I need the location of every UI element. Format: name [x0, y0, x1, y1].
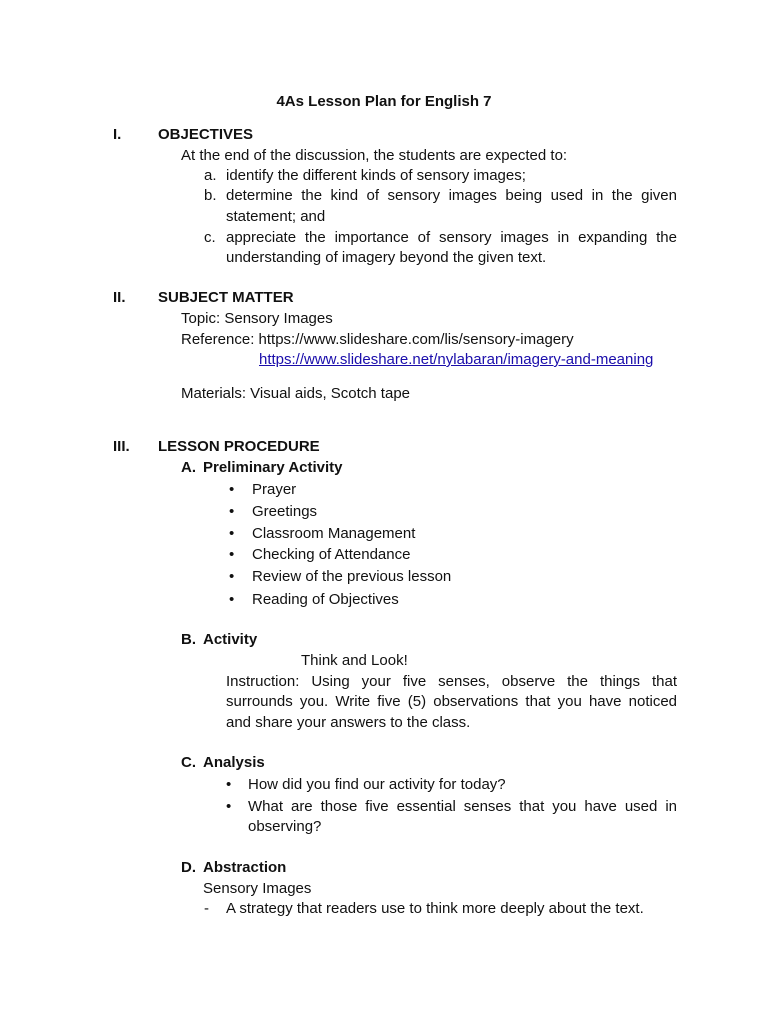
subsection-label-d: D. [181, 859, 196, 876]
subsection-heading-analysis: Analysis [203, 754, 265, 771]
analysis-question-1: How did you find our activity for today? [248, 776, 506, 793]
section-numeral-objectives: I. [113, 126, 122, 143]
objective-letter-c: c. [204, 229, 216, 246]
objective-b-line-2: statement; and [226, 208, 326, 225]
objectives-intro: At the end of the discussion, the students are expected to: [181, 147, 568, 164]
bullet-icon: • [229, 591, 235, 608]
analysis-question-2-line-2: observing? [248, 818, 322, 835]
objective-c-line-1: appreciate the importance of sensory images in expanding the [226, 229, 677, 246]
bullet-icon: • [229, 525, 235, 542]
analysis-question-2-line-1: What are those five essential senses that you have used in [248, 798, 677, 815]
subsection-heading-abstraction: Abstraction [203, 859, 287, 876]
objective-letter-a: a. [204, 167, 217, 184]
subsection-label-c: C. [181, 754, 196, 771]
list-item: Classroom Management [252, 525, 416, 542]
activity-instruction-line-3: and share your answers to the class. [226, 714, 471, 731]
topic-line: Topic: Sensory Images [181, 310, 333, 327]
bullet-icon: • [229, 503, 235, 520]
subsection-label-a: A. [181, 459, 196, 476]
section-heading-subject-matter: SUBJECT MATTER [158, 289, 294, 306]
reference-link[interactable]: https://www.slideshare.net/nylabaran/imagery-and-meaning [259, 351, 654, 368]
dash-icon: - [204, 900, 209, 917]
list-item: Review of the previous lesson [252, 568, 452, 585]
bullet-icon: • [226, 798, 232, 815]
activity-subtitle: Think and Look! [301, 652, 408, 669]
objective-c-line-2: understanding of imagery beyond the given text. [226, 249, 547, 266]
list-item: Reading of Objectives [252, 591, 399, 608]
list-item: Prayer [252, 481, 297, 498]
subsection-heading-preliminary: Preliminary Activity [203, 459, 343, 476]
reference-line: Reference: https://www.slideshare.com/lis/sensory-imagery [181, 331, 574, 348]
activity-instruction-line-2: surrounds you. Write five (5) observations that you have noticed [226, 693, 677, 710]
subsection-label-b: B. [181, 631, 196, 648]
materials-line: Materials: Visual aids, Scotch tape [181, 385, 411, 402]
list-item: Checking of Attendance [252, 546, 411, 563]
section-numeral-lesson-procedure: III. [113, 438, 130, 455]
objective-letter-b: b. [204, 187, 217, 204]
objective-a-text: identify the different kinds of sensory images; [226, 167, 526, 184]
bullet-icon: • [229, 546, 235, 563]
activity-instruction-line-1: Instruction: Using your five senses, observe the things that [226, 673, 677, 690]
abstraction-definition: A strategy that readers use to think more deeply about the text. [226, 900, 644, 917]
bullet-icon: • [229, 481, 235, 498]
subsection-heading-activity: Activity [203, 631, 258, 648]
page-title: 4As Lesson Plan for English 7 [276, 93, 492, 110]
abstraction-term: Sensory Images [203, 880, 312, 897]
bullet-icon: • [229, 568, 235, 585]
list-item: Greetings [252, 503, 318, 520]
section-heading-objectives: OBJECTIVES [158, 126, 254, 143]
section-heading-lesson-procedure: LESSON PROCEDURE [158, 438, 320, 455]
objective-b-line-1: determine the kind of sensory images being used in the given [226, 187, 677, 204]
bullet-icon: • [226, 776, 232, 793]
section-numeral-subject-matter: II. [113, 289, 126, 306]
